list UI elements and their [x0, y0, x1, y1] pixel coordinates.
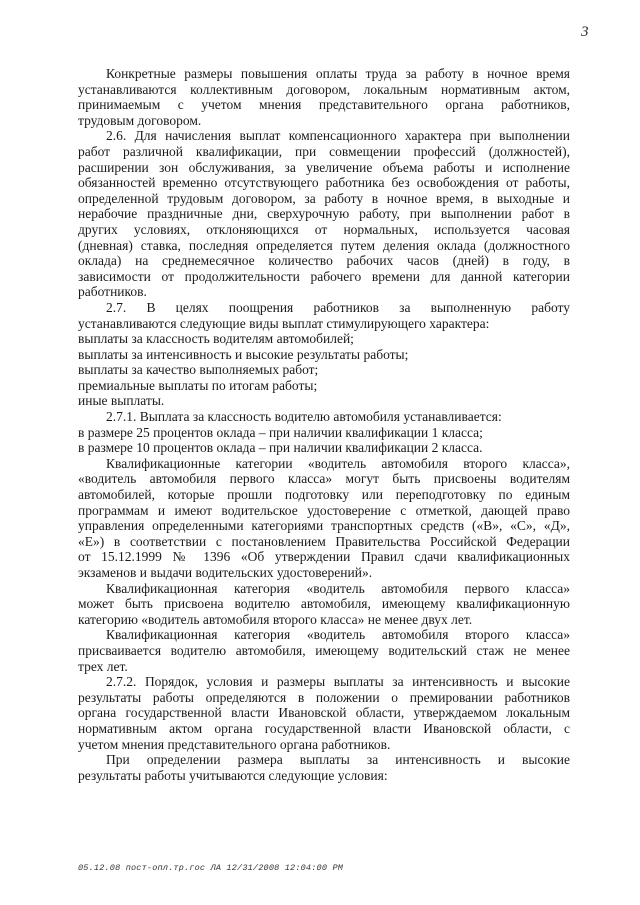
text-line: «водитель автомобиля первого класса» могут быть присвоены водителям — [78, 471, 570, 487]
text-line: оклада) на среднемесячное количество рабочих часов (дней) в году, в — [78, 253, 570, 269]
text-line: устанавливаются следующие виды выплат стимулирующего характера: — [78, 315, 490, 331]
text-line: Квалификационная категория «водитель автомобиля второго класса» — [106, 627, 570, 643]
text-line: (дневная) ставка, последняя определяется путем деления оклада (должностного — [78, 237, 570, 253]
text-line: «Е») в соответствии с постановлением Правительства Российской Федерации — [78, 533, 570, 549]
text-line: трудовым договором. — [78, 112, 202, 128]
text-line: Конкретные размеры повышения оплаты труда за работу в ночное время — [106, 66, 570, 81]
text-line: результаты работы определяются в положении о премировании работников — [78, 689, 570, 705]
text-line: автомобилей, которые прошли подготовку или переподготовку по единым — [78, 487, 570, 503]
text-line: обязанностей временно отсутствующего работника без освобождения от работы, — [78, 175, 570, 191]
text-line: выплаты за качество выполняемых работ; — [78, 362, 319, 378]
document-body — [78, 66, 570, 783]
text-line: При определении размера выплаты за интенсивность и высокие — [106, 752, 570, 768]
text-line: трех лет. — [78, 658, 128, 674]
text-line: присваивается водителю автомобиля, имеющему водительский стаж не менее — [78, 642, 570, 658]
text-line: нерабочие праздничные дни, сверхурочную работу, при выполнении работ в — [78, 206, 570, 222]
text-line: расширении зон обслуживания, за увеличение объема работы и исполнение — [78, 159, 570, 175]
text-line: иные выплаты. — [78, 393, 165, 409]
footer-stamp: 05.12.08 пост-опл.тр.гос ЛА 12/31/2008 12:04:00 PM — [78, 863, 344, 873]
text-line: нормативным актом органа государственной власти Ивановской области, с — [78, 720, 570, 736]
text-line: управления определенными категориями транспортных средств («В», «С», «Д», — [78, 518, 570, 534]
text-line: работ различной квалификации, при совмещении профессий (должностей), — [78, 143, 570, 159]
text-line: 2.7.1. Выплата за классность водителю автомобиля устанавливается: — [106, 409, 502, 425]
text-line: категорию «водитель автомобиля второго класса» не менее двух лет. — [78, 611, 473, 627]
text-line: программам и имеют водительское удостоверение с отметкой, дающей право — [78, 502, 570, 518]
text-line: принимаемым с учетом мнения представительного органа работников, — [78, 97, 570, 113]
text-line: зависимости от продолжительности рабочего времени для данной категории — [78, 268, 570, 284]
text-line: экзаменов и выдачи водительских удостоверений». — [78, 565, 373, 580]
text-line: выплаты за интенсивность и высокие результаты работы; — [78, 346, 409, 362]
text-line: 2.7.2. Порядок, условия и размеры выплаты за интенсивность и высокие — [106, 674, 570, 690]
text-line: 2.6. Для начисления выплат компенсационного характера при выполнении — [106, 128, 570, 144]
text-line: Квалификационная категория «водитель автомобиля первого класса» — [106, 580, 570, 596]
text-line: работников. — [78, 284, 147, 300]
text-line: премиальные выплаты по итогам работы; — [78, 377, 318, 393]
text-line: в размере 10 процентов оклада – при наличии квалификации 2 класса. — [78, 440, 483, 456]
text-line: органа государственной власти Ивановской области, утверждаемом локальным — [78, 705, 570, 721]
text-line: других условиях, отклоняющихся от нормальных, используется часовая — [78, 221, 570, 237]
text-line: учетом мнения представительного органа работников. — [78, 736, 391, 752]
text-line: в размере 25 процентов оклада – при наличии квалификации 1 класса; — [78, 424, 483, 440]
text-line: может быть присвоена водителю автомобиля, имеющему квалификационную — [78, 596, 570, 612]
text-line: выплаты за классность водителям автомобилей; — [78, 331, 354, 347]
text-line: от 15.12.1999 № 1396 «Об утверждении Правил сдачи квалификационных — [78, 549, 570, 565]
text-line: 2.7. В целях поощрения работников за выполненную работу — [106, 299, 570, 315]
text-line: Квалификационные категории «водитель автомобиля второго класса», — [106, 455, 570, 471]
page-number: 3 — [581, 24, 589, 40]
text-line: определенной трудовым договором, за работу в ночное время, в выходные и — [78, 190, 570, 206]
text-line: устанавливаются коллективным договором, локальным нормативным актом, — [78, 81, 570, 97]
text-line: результаты работы учитываются следующие условия: — [78, 767, 388, 783]
